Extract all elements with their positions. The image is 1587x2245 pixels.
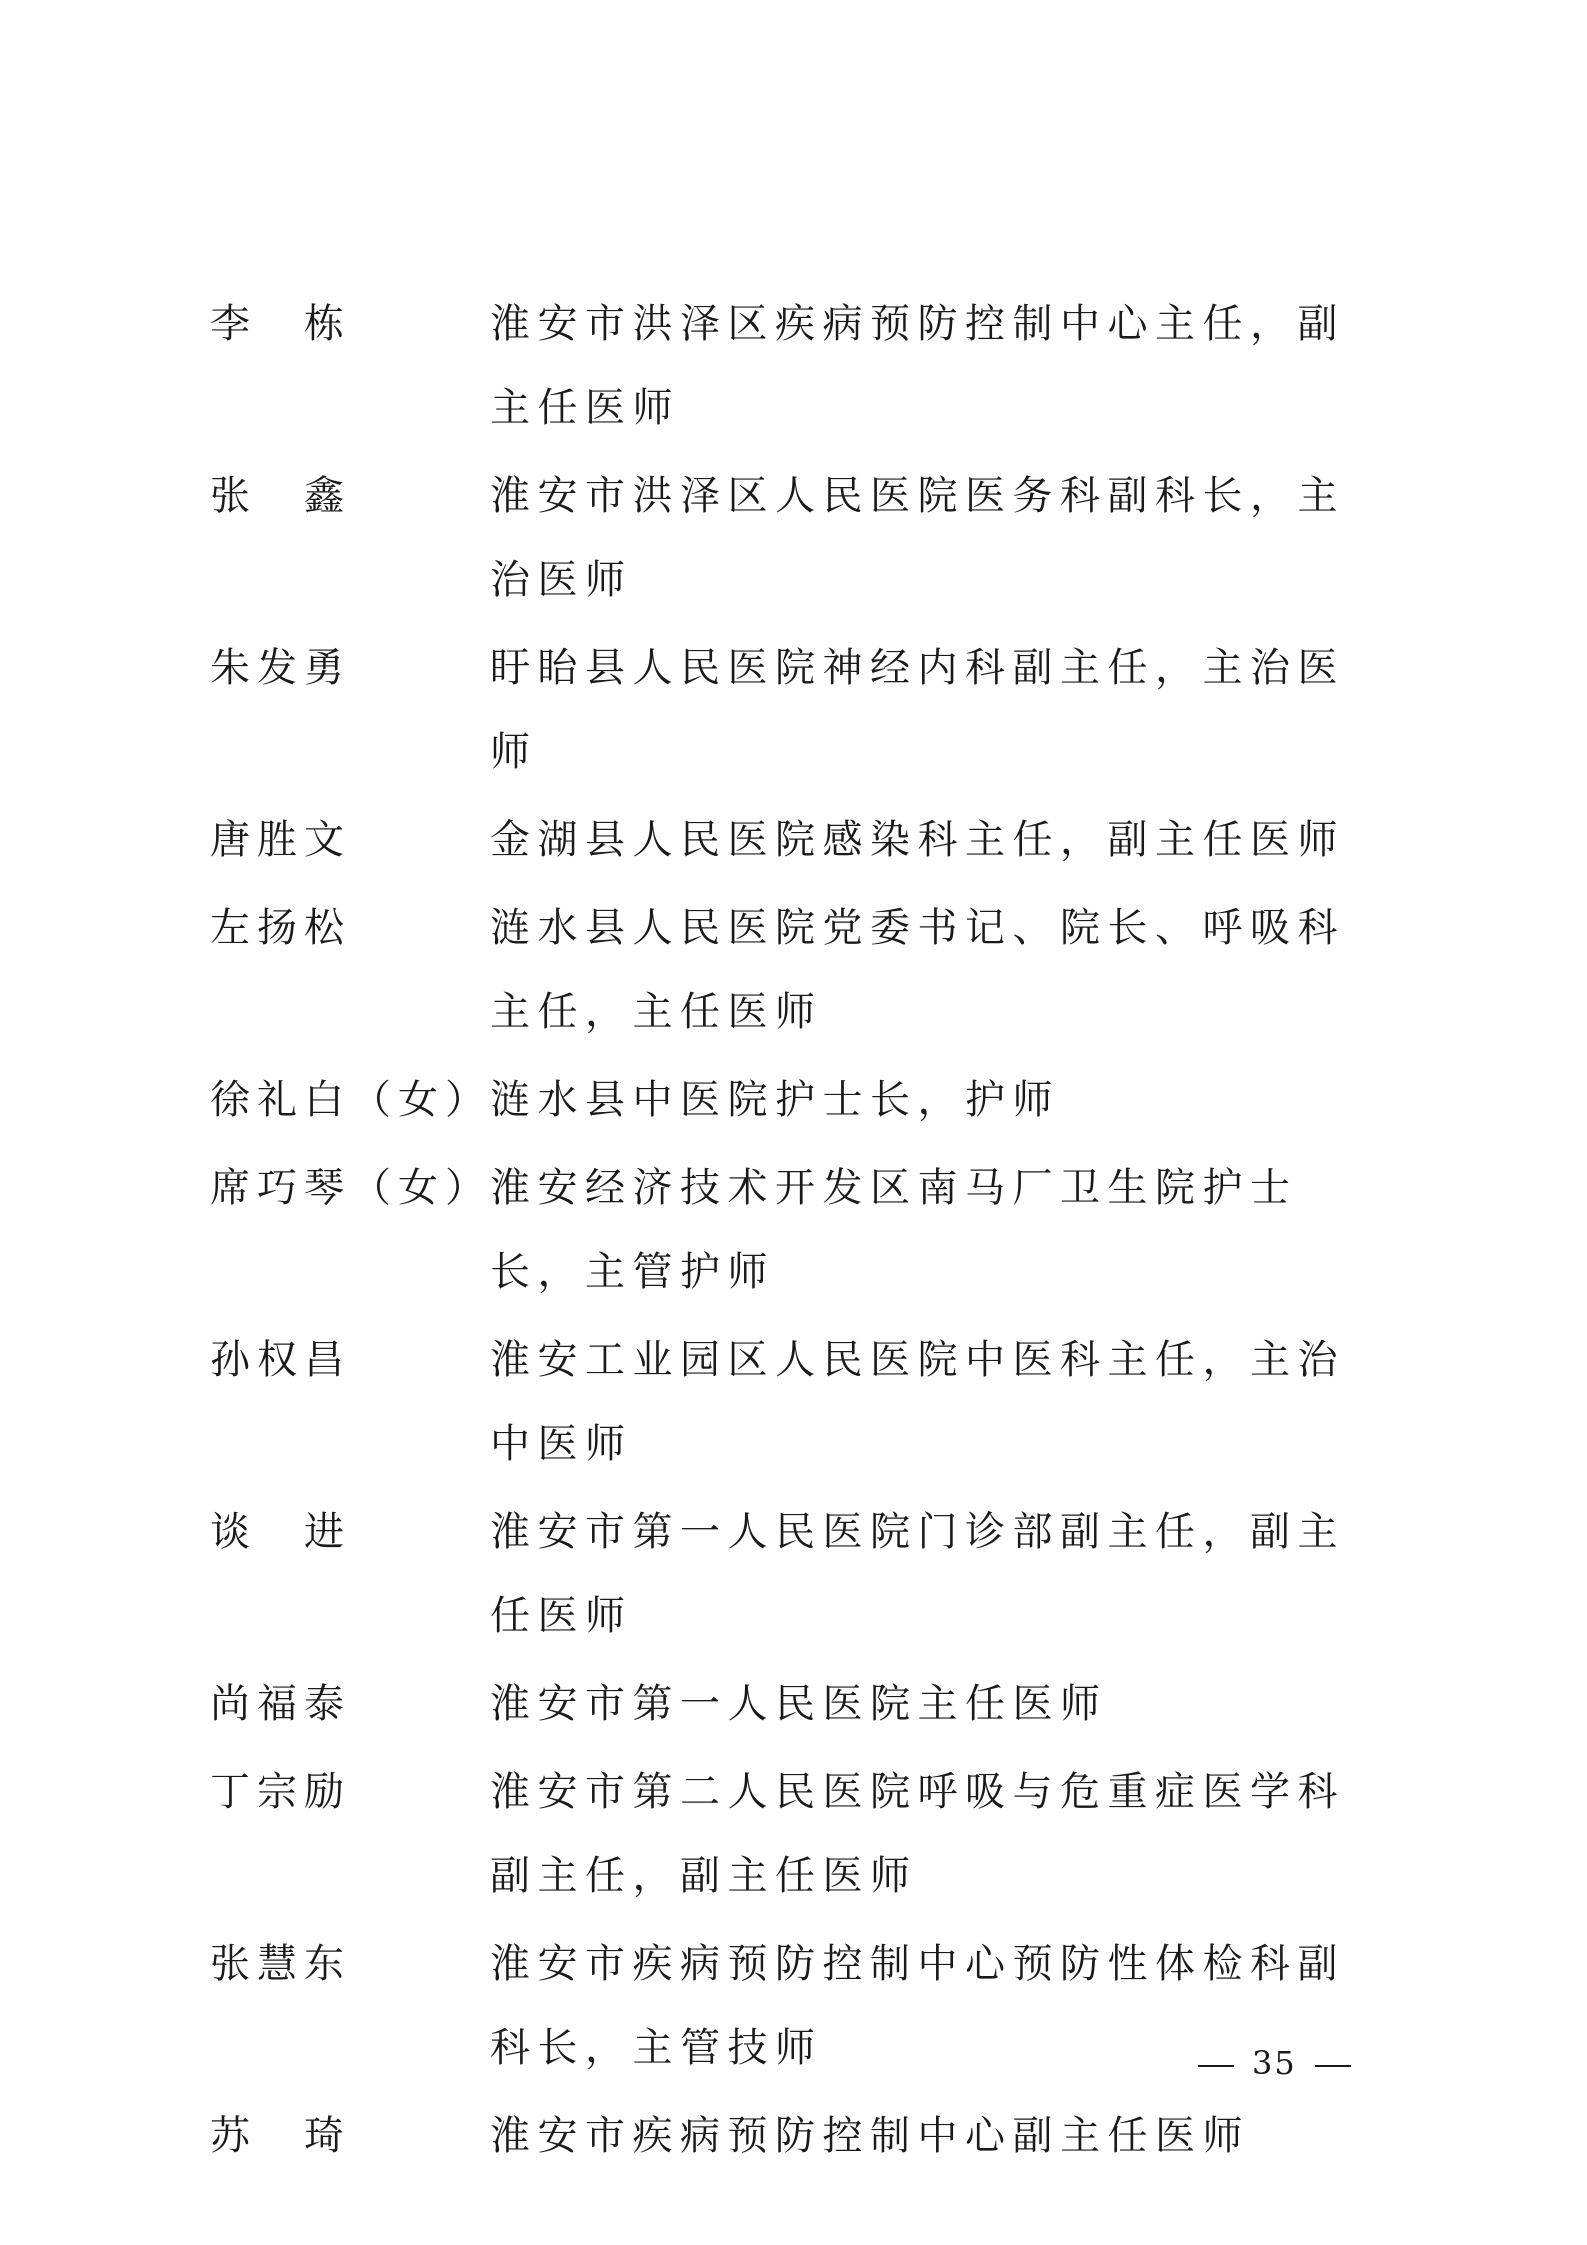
list-item xyxy=(210,1318,1390,1486)
list-item xyxy=(210,798,1390,882)
dash-right xyxy=(1315,2065,1351,2067)
list-item xyxy=(210,626,1390,794)
list-item xyxy=(210,454,1390,622)
person-name: 徐礼白（女） xyxy=(210,1077,492,1123)
list-item xyxy=(210,1490,1390,1658)
person-description: 淮安市第二人民医院呼吸与危重症医学科副主任，副主任医师 xyxy=(490,1769,1345,1899)
person-description: 淮安市第一人民医院主任医师 xyxy=(490,1681,1108,1727)
list-item xyxy=(210,886,1390,1054)
person-name: 张 鑫 xyxy=(210,473,351,519)
person-description: 淮安经济技术开发区南马厂卫生院护士长，主管护师 xyxy=(490,1165,1298,1295)
list-item xyxy=(210,282,1390,450)
person-description: 盱眙县人民医院神经内科副主任，主治医师 xyxy=(490,645,1345,775)
person-name: 朱发勇 xyxy=(210,645,351,691)
person-description: 淮安市第一人民医院门诊部副主任，副主任医师 xyxy=(490,1509,1345,1639)
person-name: 苏 琦 xyxy=(210,2113,351,2159)
person-name: 尚福泰 xyxy=(210,1681,351,1727)
person-name: 唐胜文 xyxy=(210,817,351,863)
person-name: 左扬松 xyxy=(210,905,351,951)
dash-left xyxy=(1198,2065,1234,2067)
person-description: 淮安市洪泽区疾病预防控制中心主任，副主任医师 xyxy=(490,301,1345,431)
list-item xyxy=(210,1058,1390,1142)
list-item xyxy=(210,1750,1390,1918)
person-description: 淮安工业园区人民医院中医科主任，主治中医师 xyxy=(490,1337,1345,1467)
person-description: 淮安市疾病预防控制中心副主任医师 xyxy=(490,2113,1250,2159)
person-name: 张慧东 xyxy=(210,1941,351,1987)
list-item xyxy=(210,1662,1390,1746)
person-name: 李 栋 xyxy=(210,301,351,347)
personnel-list xyxy=(210,282,1390,2182)
person-name: 孙权昌 xyxy=(210,1337,351,1383)
person-description: 淮安市疾病预防控制中心预防性体检科副科长，主管技师 xyxy=(490,1941,1345,2071)
list-item xyxy=(210,1146,1390,1314)
person-description: 涟水县人民医院党委书记、院长、呼吸科主任，主任医师 xyxy=(490,905,1345,1035)
list-item xyxy=(210,2094,1390,2178)
person-description: 金湖县人民医院感染科主任，副主任医师 xyxy=(490,817,1345,863)
person-name: 谈 进 xyxy=(210,1509,351,1555)
person-name: 丁宗励 xyxy=(210,1769,351,1815)
person-description: 淮安市洪泽区人民医院医务科副科长，主治医师 xyxy=(490,473,1345,603)
page-number xyxy=(1180,2038,1369,2088)
person-description: 涟水县中医院护士长，护师 xyxy=(490,1077,1060,1123)
page-number-text: 35 xyxy=(1252,2044,1297,2082)
person-name: 席巧琴（女） xyxy=(210,1165,492,1211)
